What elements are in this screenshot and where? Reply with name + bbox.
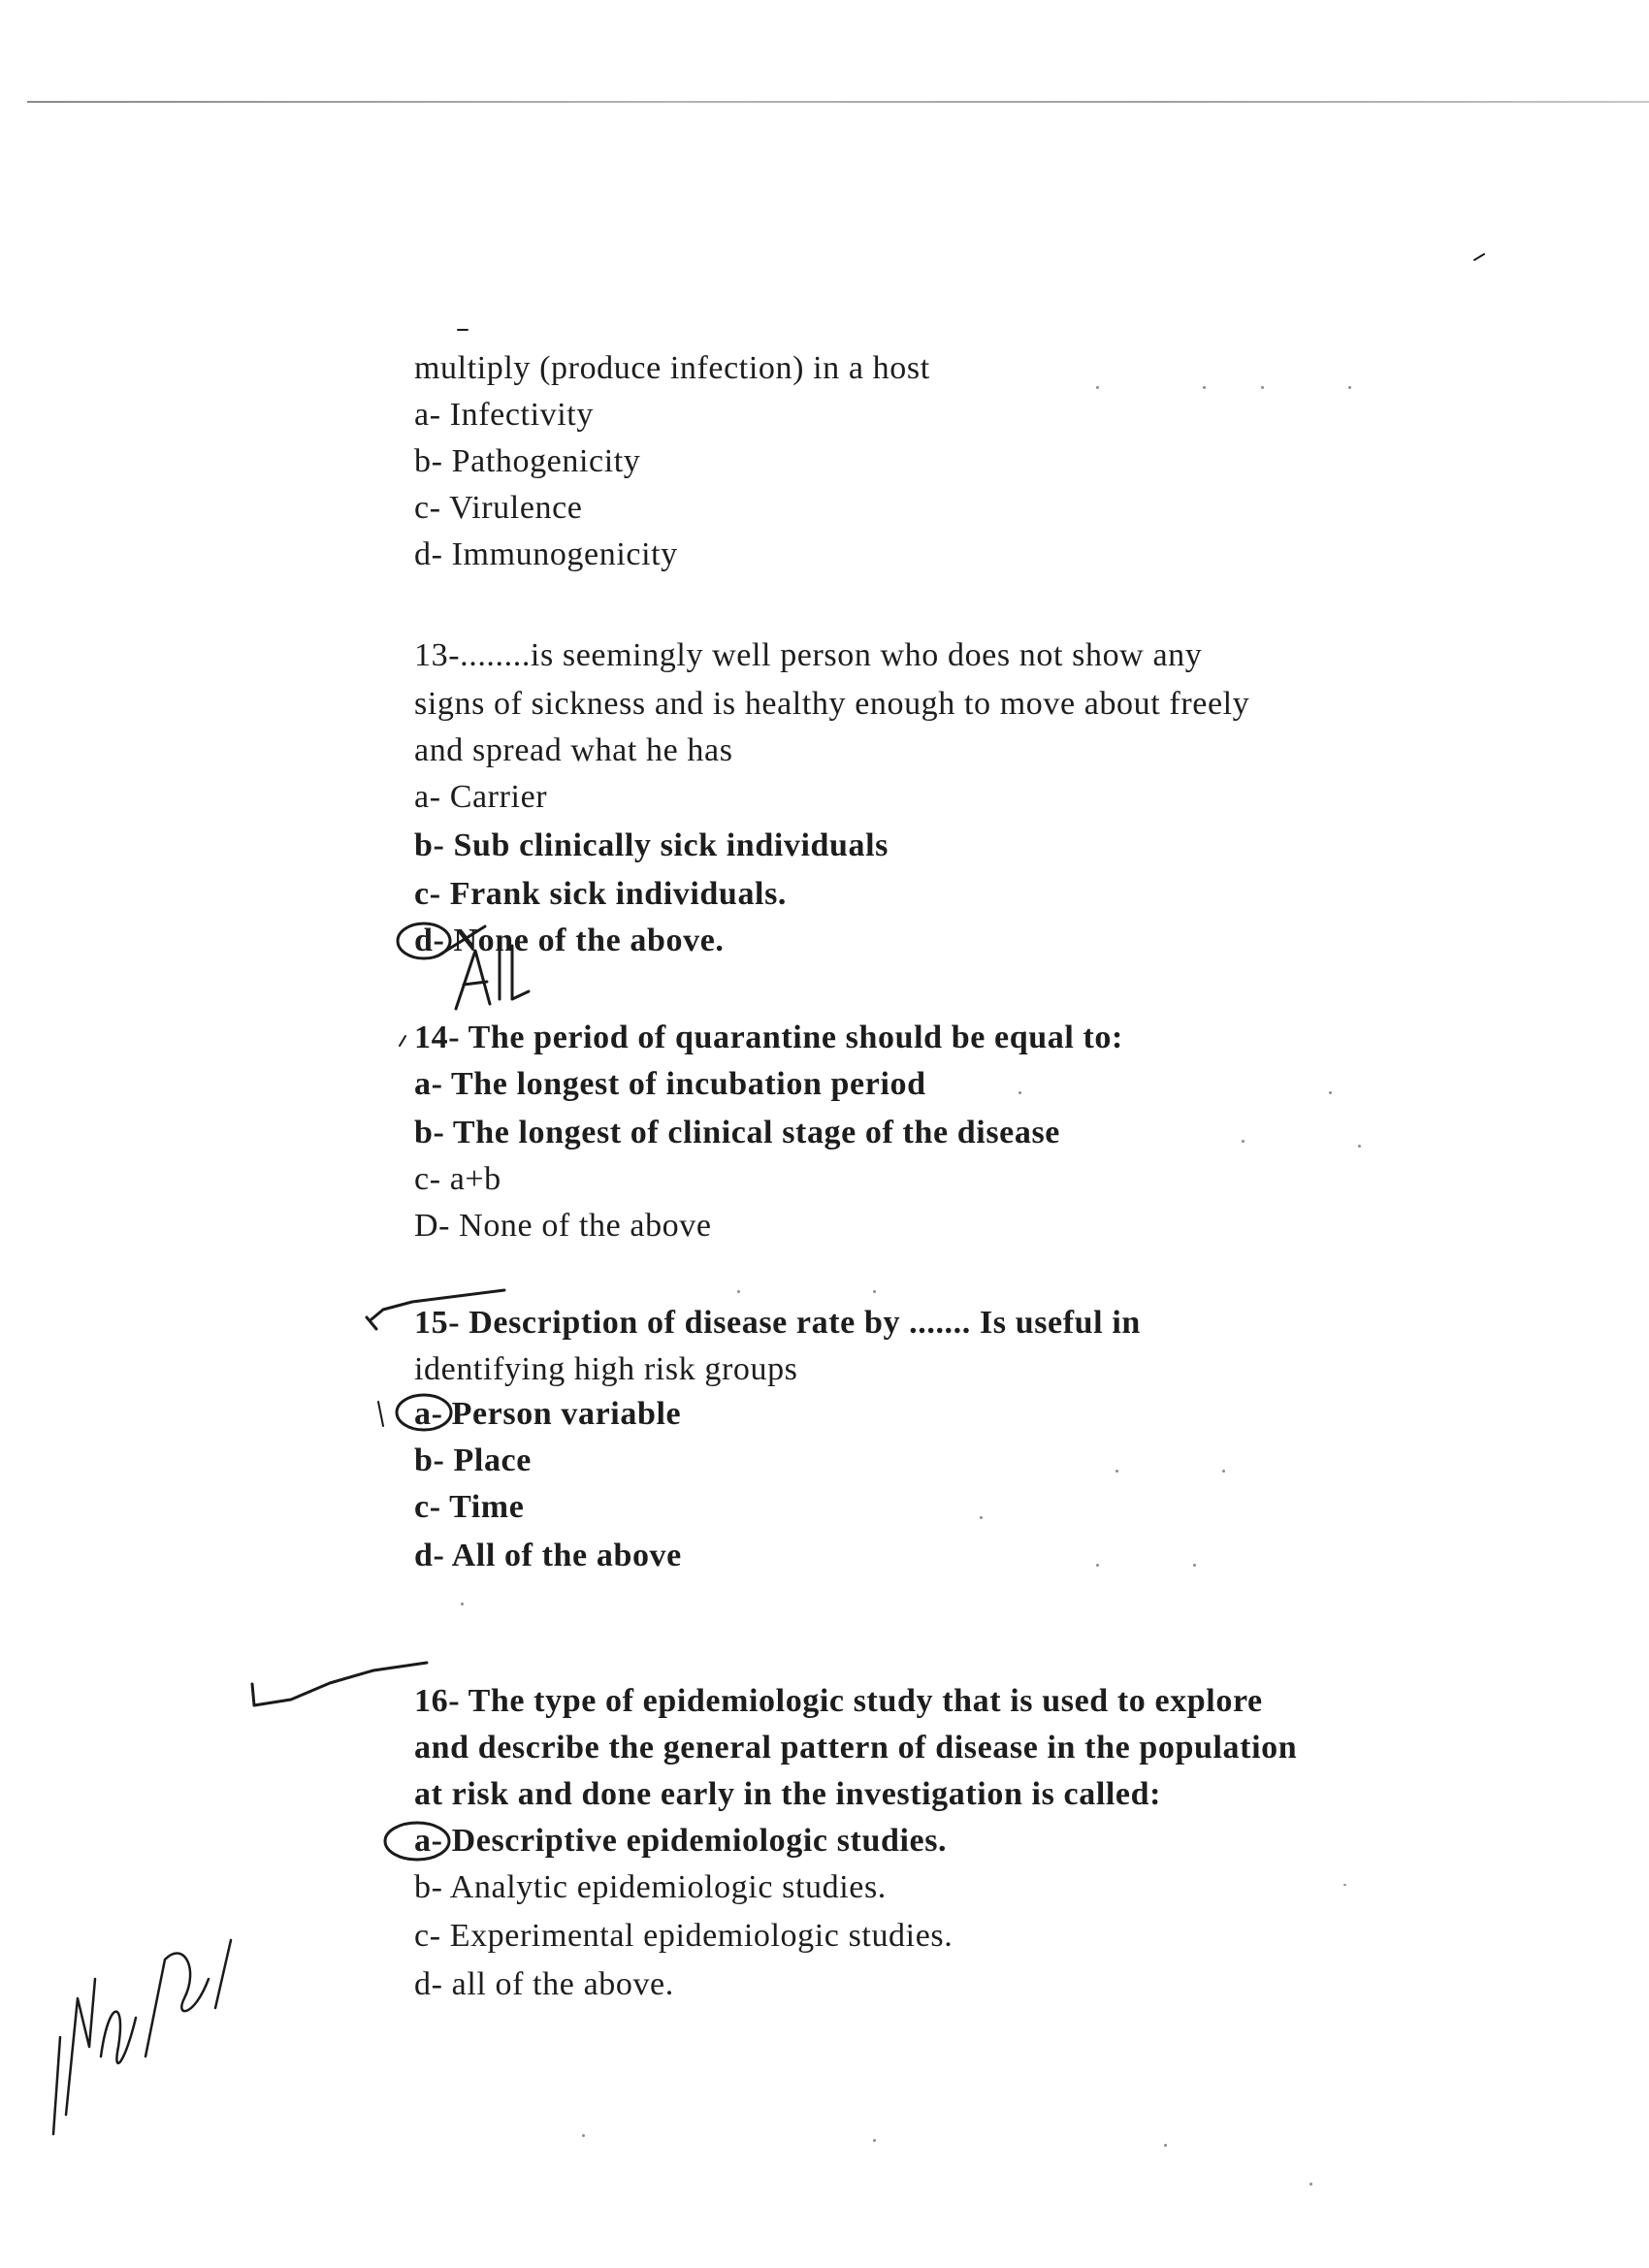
q14-margin-tick (400, 1036, 405, 1046)
q13-stem-line-3: and spread what he has (414, 732, 733, 768)
scan-speck (737, 1290, 740, 1293)
scan-speck (1242, 1140, 1245, 1143)
q12-option-a: a- Infectivity (414, 397, 594, 433)
question-12-stem-tail: multiply (produce infection) in a host (414, 350, 930, 386)
q13-option-d: d- None of the above. (414, 923, 725, 958)
q12-option-d: d- Immunogenicity (414, 536, 678, 572)
q16-stem-line-1: 16- The type of epidemiologic study that is used to explore (414, 1683, 1263, 1719)
scan-speck (1261, 386, 1264, 389)
q15-option-b: b- Place (414, 1442, 532, 1478)
scan-speck (1222, 1470, 1225, 1473)
q16-check-mark (252, 1663, 427, 1705)
scan-speck (1358, 1145, 1361, 1148)
q16-answer-circle (385, 1823, 449, 1860)
scan-speck (1203, 386, 1206, 389)
q13-handwritten-all (456, 946, 529, 1009)
q14-stem: 14- The period of quarantine should be equal to: (414, 1020, 1123, 1055)
scan-speck (582, 2134, 585, 2137)
q12-option-b: b- Pathogenicity (414, 443, 641, 479)
q16-option-d: d- all of the above. (414, 1966, 674, 2002)
scan-speck (1096, 386, 1099, 389)
q13-stem-line-2: signs of sickness and is healthy enough to move about freely (414, 686, 1250, 722)
q13-option-b: b- Sub clinically sick individuals (414, 827, 889, 863)
q16-option-a: a- Descriptive epidemiologic studies. (414, 1823, 948, 1859)
scan-speck (1310, 2183, 1312, 2186)
q16-option-b: b- Analytic epidemiologic studies. (414, 1869, 887, 1905)
scan-speck (980, 1516, 983, 1519)
q14-option-c: c- a+b (414, 1161, 501, 1197)
scan-speck (873, 1290, 876, 1293)
q15-stem-line-2: identifying high risk groups (414, 1351, 798, 1387)
q15-option-a: a- Person variable (414, 1396, 682, 1432)
q16-option-c: c- Experimental epidemiologic studies. (414, 1918, 954, 1954)
q15-answer-circle (397, 1395, 451, 1430)
q14-option-a: a- The longest of incubation period (414, 1066, 926, 1102)
q13-option-c: c- Frank sick individuals. (414, 876, 788, 912)
q14-option-d: D- None of the above (414, 1208, 712, 1244)
scan-speck (461, 1603, 464, 1605)
scan-speck (1193, 1564, 1196, 1567)
q14-option-b: b- The longest of clinical stage of the disease (414, 1115, 1060, 1150)
q13-stem-line-1: 13-........is seemingly well person who does not show any (414, 637, 1203, 673)
q13-option-a: a- Carrier (414, 779, 548, 815)
scan-speck (1018, 1091, 1021, 1094)
q16-stem-line-3: at risk and done early in the investigation is called: (414, 1776, 1162, 1812)
q12-option-c: c- Virulence (414, 490, 583, 526)
margin-scribble (53, 1940, 231, 2134)
q15-option-c: c- Time (414, 1489, 525, 1525)
q16-stem-line-2: and describe the general pattern of disease in the population (414, 1730, 1298, 1766)
q15-option-d: d- All of the above (414, 1538, 682, 1573)
q15-stem-line-1: 15- Description of disease rate by ....... Is useful in (414, 1305, 1141, 1341)
scan-speck (1348, 386, 1351, 389)
scan-speck (1116, 1470, 1118, 1473)
scan-speck (1343, 1884, 1346, 1886)
scan-speck (1164, 2144, 1167, 2147)
scan-speck (873, 2139, 876, 2142)
q15-check-mark (372, 1290, 504, 1319)
scan-speck (1096, 1564, 1099, 1567)
scan-speck (1329, 1091, 1332, 1094)
